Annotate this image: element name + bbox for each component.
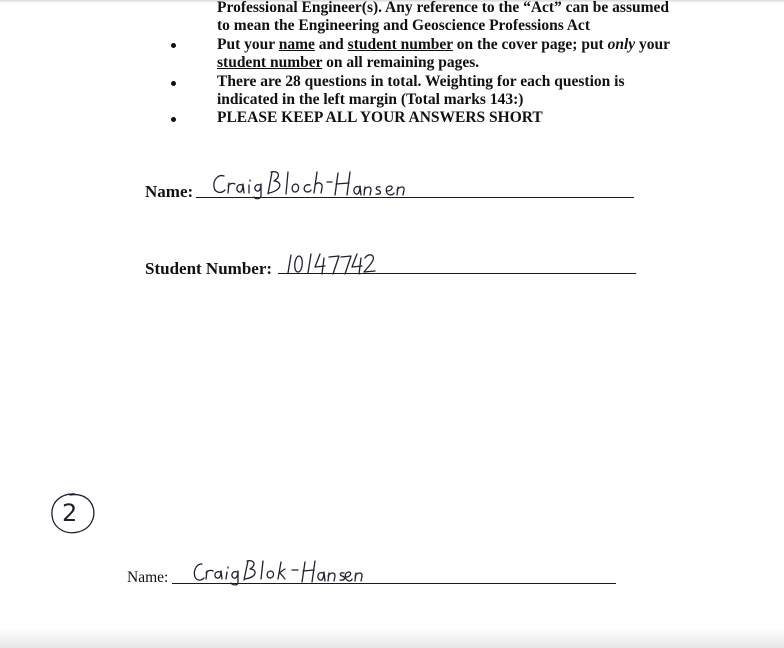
page-bottom-edge bbox=[0, 628, 784, 648]
instruction-line-3 bbox=[217, 36, 670, 54]
instruction-line-2: to mean the Engineering and Geoscience Professions Act bbox=[217, 17, 590, 34]
name-handwriting-tail bbox=[385, 174, 425, 200]
line-4-student-number-underlined: student number bbox=[217, 54, 323, 71]
bullet-2 bbox=[171, 81, 176, 86]
name-label: Name: bbox=[145, 182, 194, 201]
name-handwriting bbox=[210, 168, 390, 200]
page-number-text: 2 bbox=[62, 499, 78, 527]
instruction-line-1: Professional Engineer(s). Any reference to the “Act” can be assumed bbox=[217, 0, 670, 16]
bullet-1 bbox=[171, 43, 176, 48]
line-3-student-number-underlined: student number bbox=[347, 36, 453, 53]
bullet-3 bbox=[171, 117, 176, 122]
page2-name-label: Name: bbox=[127, 569, 169, 586]
line-3-name-underlined: name bbox=[278, 36, 315, 53]
line-4-post: on all remaining pages. bbox=[322, 54, 480, 71]
line-3-post: your bbox=[635, 36, 671, 53]
student-number-handwriting bbox=[284, 250, 384, 278]
instruction-line-4 bbox=[217, 54, 479, 72]
instruction-line-6: indicated in the left margin (Total marks 143:) bbox=[217, 91, 524, 108]
line-3-pre: Put your bbox=[217, 36, 279, 53]
instruction-line-7: PLEASE KEEP ALL YOUR ANSWERS SHORT bbox=[217, 109, 543, 126]
instruction-line-5: There are 28 questions in total. Weighting for each question is bbox=[217, 73, 625, 90]
line-3-and: and bbox=[314, 36, 348, 53]
line-3-mid: on the cover page; put bbox=[452, 36, 608, 53]
line-3-only-italic: only bbox=[607, 36, 636, 53]
page2-name-handwriting bbox=[192, 558, 362, 588]
page2-name-handwriting-tail bbox=[344, 562, 370, 586]
student-number-label: Student Number: bbox=[145, 259, 273, 278]
